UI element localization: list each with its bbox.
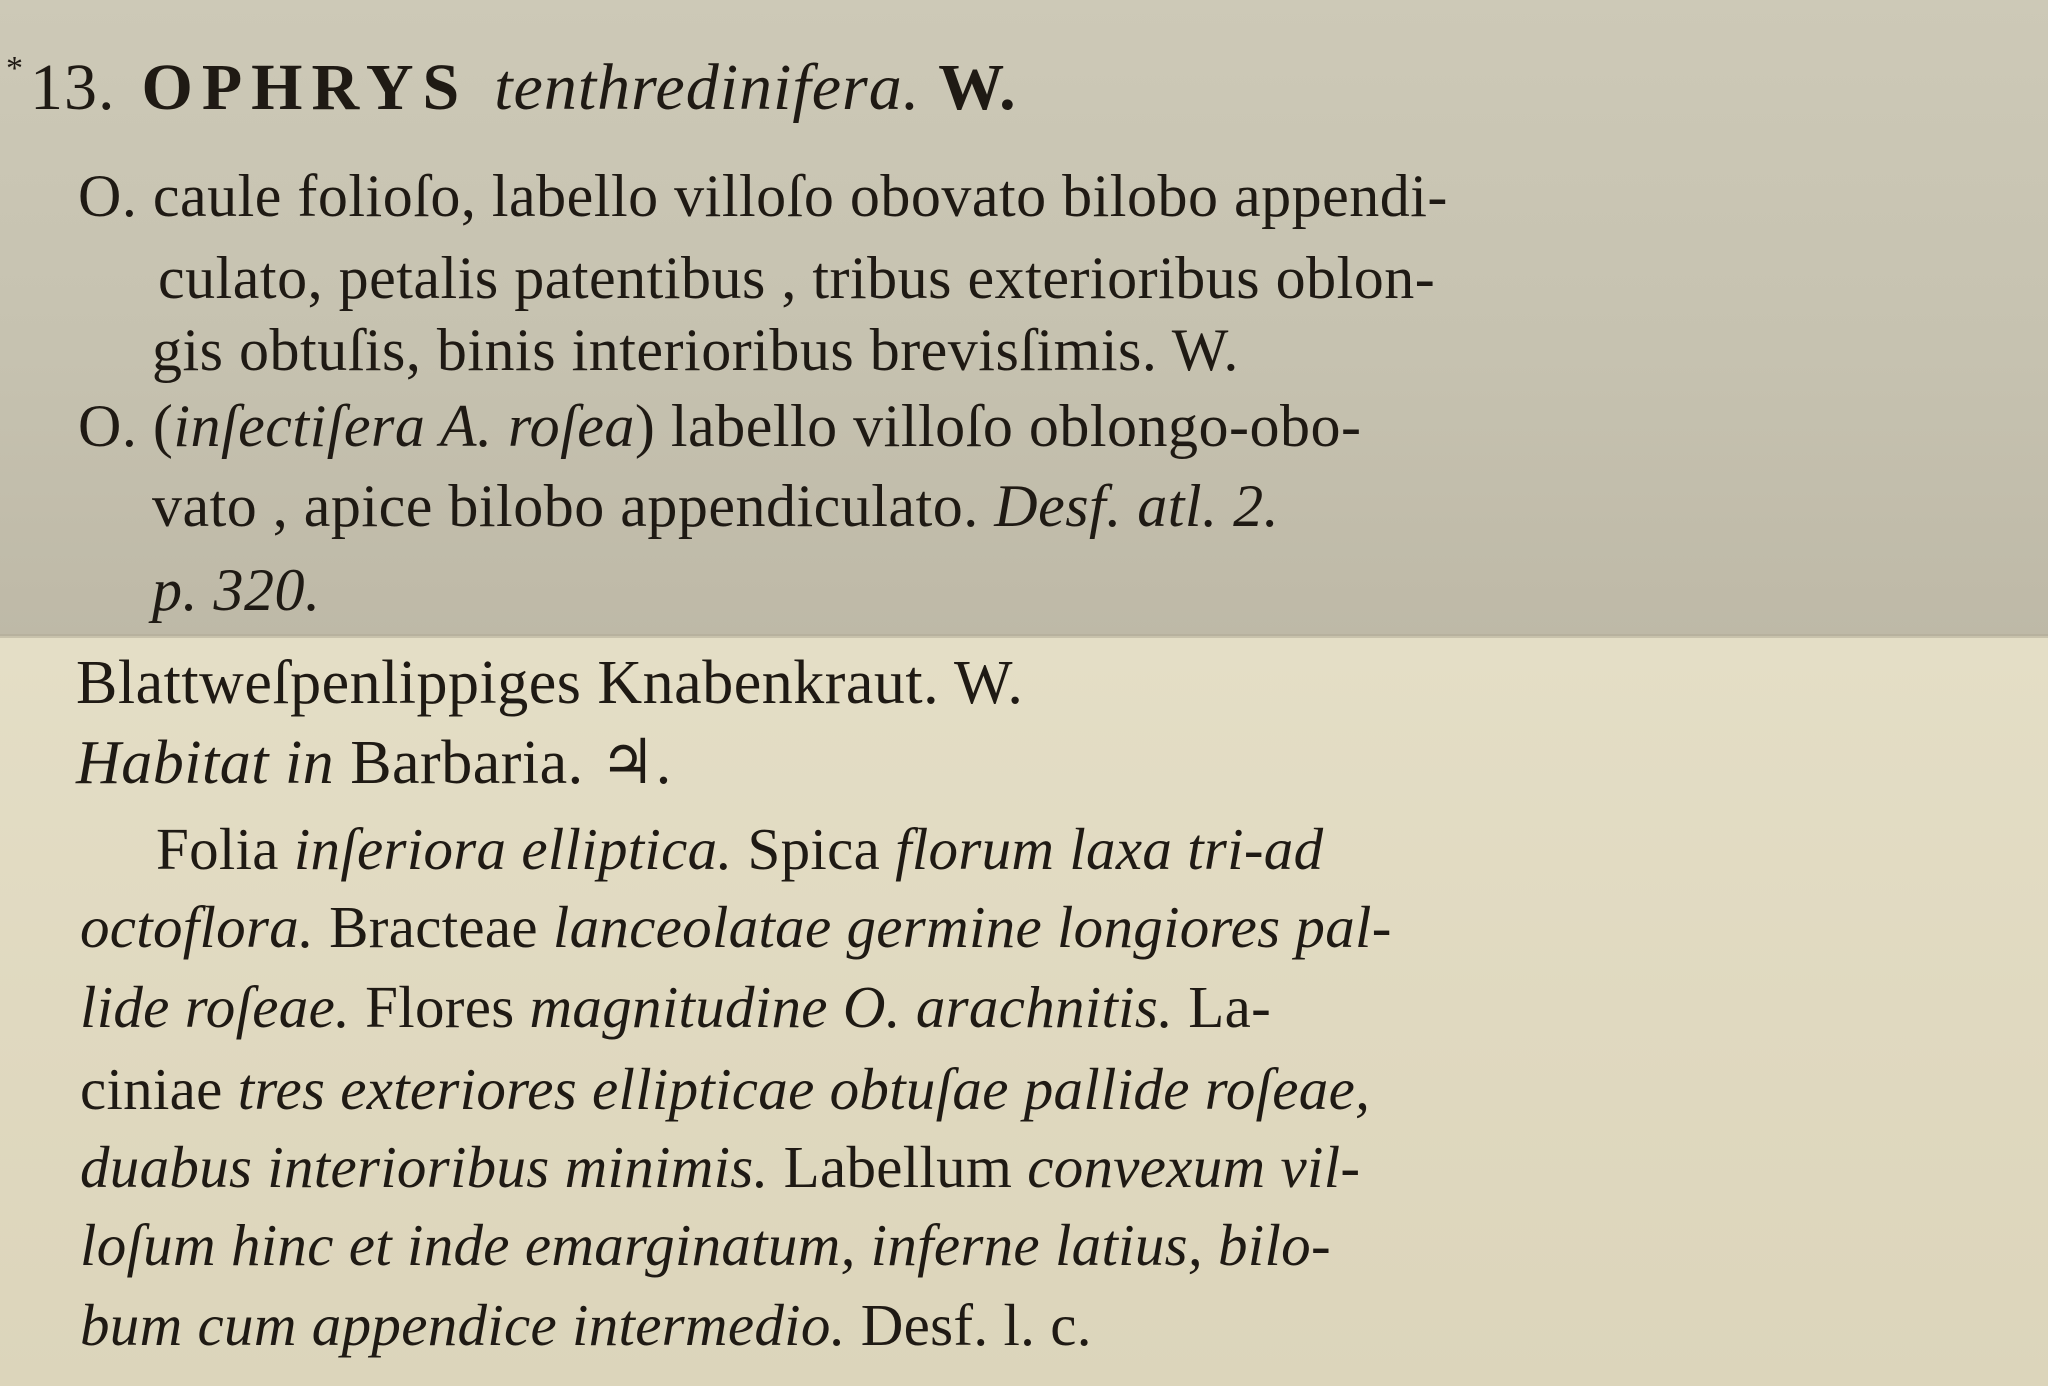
description-run: bum cum appendice intermedio.	[80, 1292, 846, 1358]
asterisk-mark: *	[6, 50, 24, 87]
description-run: octoflora.	[80, 894, 315, 960]
description-run: lide roſeae.	[80, 974, 351, 1040]
genus-name: OPHRYS	[141, 51, 469, 124]
habitat-label: Habitat in	[76, 729, 335, 797]
diagnosis-1-line-1: O. caule folioſo, labello villoſo obovato bilobo appendi-	[78, 163, 1448, 229]
description-line-3	[80, 974, 1272, 1040]
description-run: inſeriora elliptica.	[293, 816, 733, 882]
diagnosis-2-text: ) labello villoſo oblongo-obo-	[634, 393, 1362, 459]
diagnosis-1-line-2: culato, petalis patentibus , tribus exterioribus oblon-	[158, 245, 1436, 311]
description-run: loſum hinc et inde emarginatum, inferne latius, bilo-	[80, 1212, 1331, 1278]
vernacular-name: Blattweſpenlippiges Knabenkraut. W.	[76, 649, 1024, 717]
description-run: duabus interioribus minimis.	[80, 1134, 769, 1200]
description-run: magnitudine O. arachnitis.	[529, 974, 1174, 1040]
author-abbrev: W.	[938, 51, 1017, 124]
diagnosis-1-line-3: gis obtuſis, binis interioribus brevisſimis. W.	[152, 317, 1239, 383]
description-run: ciniae	[80, 1056, 238, 1122]
species-number: 13.	[30, 51, 116, 124]
species-heading	[6, 50, 1017, 124]
description-run: florum laxa tri-ad	[895, 816, 1324, 882]
description-line-6	[80, 1212, 1331, 1278]
description-run: convexum vil-	[1027, 1134, 1361, 1200]
diagnosis-2-prefix: O. (	[78, 393, 174, 459]
diagnosis-2-line-1	[78, 393, 1362, 459]
perennial-symbol: ♃.	[599, 729, 672, 797]
synonym-name: inſectiſera A. roſea	[173, 393, 635, 459]
habitat-place: Barbaria.	[334, 729, 600, 797]
species-name: tenthredinifera.	[494, 51, 921, 124]
description-line-4	[80, 1056, 1371, 1122]
description-run: Desf. l. c.	[845, 1292, 1092, 1358]
description-run: tres exteriores ellipticae obtuſae pallide roſeae,	[237, 1056, 1371, 1122]
description-line-7	[80, 1292, 1092, 1358]
description-run: La-	[1173, 974, 1272, 1040]
citation-page: p. 320.	[152, 557, 321, 623]
citation: Desf. atl. 2.	[994, 473, 1280, 539]
description-run: lanceolatae germine longiores pal-	[552, 894, 1392, 960]
habitat-line	[76, 729, 672, 797]
description-run: Folia	[156, 816, 294, 882]
fragment-seam	[0, 634, 2048, 638]
diagnosis-2-text-2: vato , apice bilobo appendiculato.	[152, 473, 995, 539]
description-run: Labellum	[768, 1134, 1028, 1200]
description-line-5	[80, 1134, 1361, 1200]
description-run: Bracteae	[314, 894, 553, 960]
description-run: Flores	[350, 974, 530, 1040]
description-line-1	[156, 816, 1324, 882]
description-line-2	[80, 894, 1392, 960]
description-run: Spica	[732, 816, 896, 882]
diagnosis-2-line-2	[152, 473, 1280, 539]
